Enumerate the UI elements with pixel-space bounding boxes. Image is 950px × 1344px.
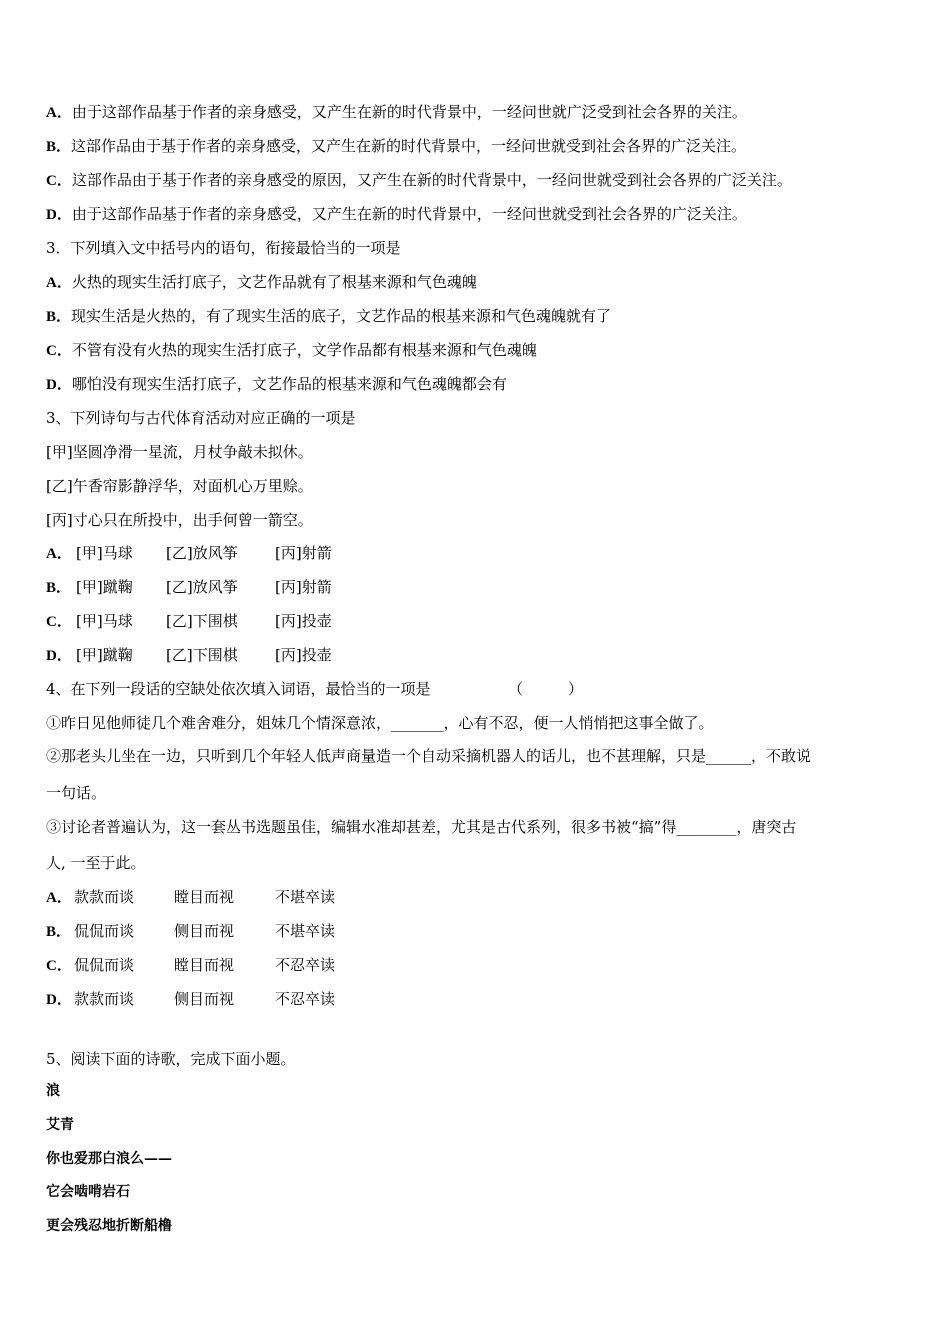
- option-label: B．: [46, 924, 72, 940]
- q5-stem: 5、阅读下面的诗歌，完成下面小题。: [46, 1050, 296, 1068]
- option-col2: [乙]放风筝: [166, 544, 238, 562]
- q4-sentence-2: ②那老头儿坐在一边，只听到几个年轻人低声商量造一个自动采摘机器人的话儿，也不甚理解，只是______，不敢说: [46, 747, 812, 765]
- option-label: A．: [46, 546, 72, 562]
- option-label: A．: [46, 105, 72, 121]
- option-text: 火热的现实生活打底子，文艺作品就有了根基来源和气色魂魄: [71, 273, 477, 291]
- q3a-option-a: [46, 272, 477, 293]
- option-label: B．: [46, 580, 72, 596]
- option-text: 哪怕没有现实生活打底子，文艺作品的根基来源和气色魂魄都会有: [71, 375, 507, 393]
- q4-option-b: [46, 921, 336, 942]
- option-text: 由于这部作品基于作者的亲身感受，又产生在新的时代背景中，一经问世就广泛受到社会各界的关注。: [71, 103, 747, 121]
- poem-line-2: 它会啮啃岩石: [46, 1184, 130, 1200]
- option-text: 不管有没有火热的现实生活打底子，文学作品都有根基来源和气色魂魄: [71, 341, 537, 359]
- option-label: D．: [46, 992, 72, 1008]
- option-col3: 不忍卒读: [275, 990, 336, 1008]
- q4-option-c: [46, 955, 336, 976]
- answer-blank: （ ）: [508, 680, 584, 698]
- q4-stem: [46, 679, 584, 699]
- poem-line-3: 更会残忍地折断船橹: [46, 1218, 172, 1234]
- option-text: 这部作品由于基于作者的亲身感受，又产生在新的时代背景中，一经问世就受到社会各界的广泛关注。: [71, 137, 747, 155]
- option-col3: 不堪卒读: [275, 922, 336, 940]
- option-col1: [甲]马球: [76, 612, 133, 630]
- option-col2: 瞠目而视: [174, 956, 235, 974]
- q3b-verse-yi: [乙]午香帘影静浮华，对面机心万里赊。: [46, 477, 313, 495]
- option-text: 现实生活是火热的，有了现实生活的底子，文艺作品的根基来源和气色魂魄就有了: [71, 307, 612, 325]
- option-label: C．: [46, 343, 72, 359]
- option-col1: [甲]马球: [76, 544, 133, 562]
- q4-stem-text: 4、在下列一段话的空缺处依次填入词语，最恰当的一项是: [46, 680, 431, 698]
- option-text: 由于这部作品基于作者的亲身感受，又产生在新的时代背景中，一经问世就受到社会各界的广泛关注。: [71, 205, 747, 223]
- option-col2: 侧目而视: [174, 922, 235, 940]
- option-label: C．: [46, 173, 72, 189]
- option-label: C．: [46, 958, 72, 974]
- q2-option-a: [46, 102, 747, 123]
- poem-author: 艾青: [46, 1117, 74, 1133]
- q3b-option-d: [46, 645, 332, 666]
- q3b-verse-bing: [丙]寸心只在所投中，出手何曾一箭空。: [46, 511, 313, 529]
- q4-sentence-2-cont: 一句话。: [46, 784, 107, 802]
- option-text: 这部作品由于基于作者的亲身感受的原因，又产生在新的时代背景中，一经问世就受到社会各界的广泛关注。: [71, 171, 792, 189]
- option-col3: [丙]射箭: [275, 578, 332, 596]
- option-col2: 侧目而视: [174, 990, 235, 1008]
- option-label: D．: [46, 377, 72, 393]
- option-col1: 侃侃而谈: [74, 956, 135, 974]
- option-label: B．: [46, 139, 72, 155]
- q3a-option-b: [46, 306, 611, 327]
- poem-line-1: 你也爱那白浪么——: [46, 1151, 172, 1167]
- option-col2: 瞠目而视: [174, 888, 235, 906]
- option-label: D．: [46, 207, 72, 223]
- option-col3: [丙]投壶: [275, 612, 332, 630]
- q2-option-d: [46, 204, 747, 225]
- option-col2: [乙]下围棋: [166, 646, 238, 664]
- option-col1: [甲]蹴鞠: [76, 646, 133, 664]
- q3b-verse-jia: [甲]坚圆净滑一星流，月杖争敲未拟休。: [46, 443, 313, 461]
- q2-option-b: [46, 136, 746, 157]
- q4-sentence-1: ①昨日见他师徒几个难舍难分，姐妹几个情深意浓，_______，心有不忍，便一人悄悄把这事全做了。: [46, 714, 714, 732]
- option-col2: [乙]放风筝: [166, 578, 238, 596]
- option-label: A．: [46, 890, 72, 906]
- option-col1: 侃侃而谈: [74, 922, 135, 940]
- q3b-option-b: [46, 577, 332, 598]
- q4-option-d: [46, 989, 336, 1010]
- option-col3: 不忍卒读: [275, 956, 336, 974]
- option-col1: 款款而谈: [74, 888, 135, 906]
- option-col3: [丙]射箭: [275, 544, 332, 562]
- option-label: C．: [46, 614, 72, 630]
- q4-sentence-3: ③讨论者普遍认为，这一套丛书选题虽佳，编辑水准却甚差，尤其是古代系列，很多书被“搞”得________，唐突古: [46, 818, 797, 836]
- q3a-option-d: [46, 374, 507, 395]
- q3a-option-c: [46, 340, 537, 361]
- option-label: A．: [46, 275, 72, 291]
- option-label: B．: [46, 309, 72, 325]
- option-col1: 款款而谈: [74, 990, 135, 1008]
- q3b-option-c: [46, 611, 332, 632]
- q4-option-a: [46, 887, 336, 908]
- poem-title: 浪: [46, 1083, 60, 1099]
- option-label: D．: [46, 648, 72, 664]
- option-col3: [丙]投壶: [275, 646, 332, 664]
- option-col2: [乙]下围棋: [166, 612, 238, 630]
- option-col3: 不堪卒读: [275, 888, 336, 906]
- q2-option-c: [46, 170, 792, 191]
- option-col1: [甲]蹴鞠: [76, 578, 133, 596]
- q3b-stem: 3、下列诗句与古代体育活动对应正确的一项是: [46, 409, 356, 427]
- q3b-option-a: [46, 543, 332, 564]
- q4-sentence-3-cont: 人, 一至于此。: [46, 854, 146, 872]
- q3a-stem: 3．下列填入文中括号内的语句，衔接最恰当的一项是: [46, 239, 401, 257]
